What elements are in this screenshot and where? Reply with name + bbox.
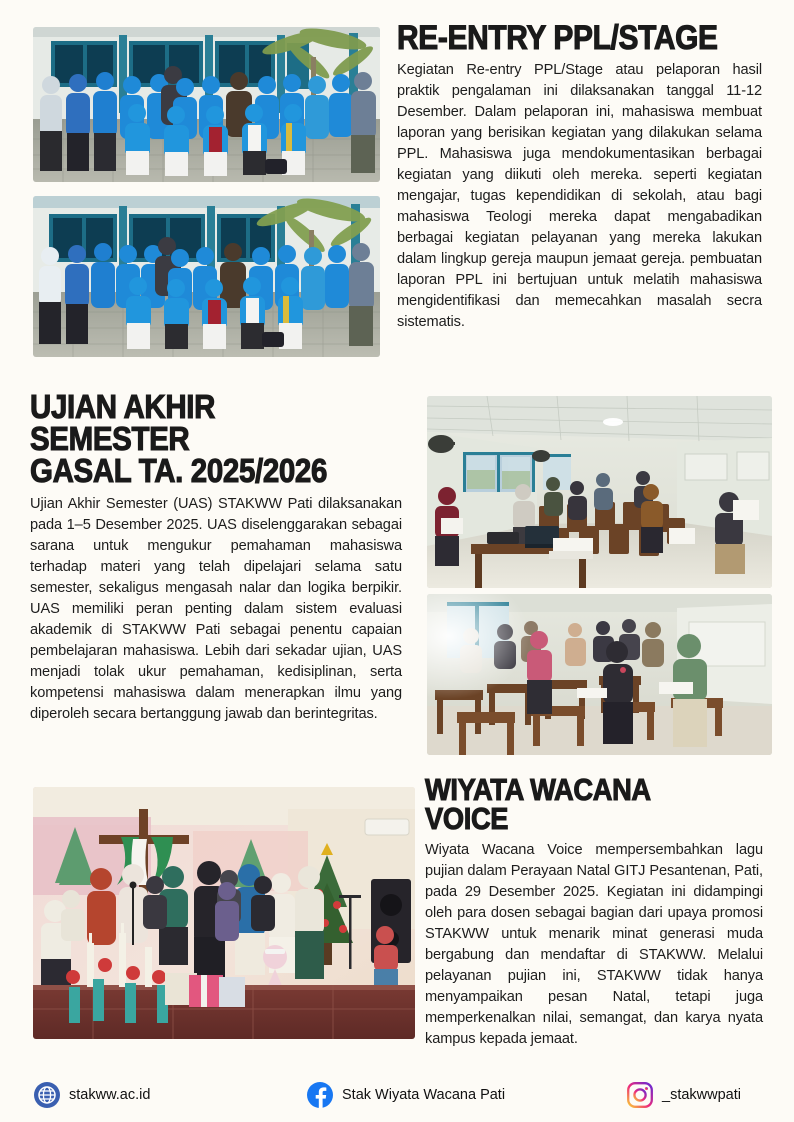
group-photo-students-outdoor-1 [33, 27, 380, 182]
group-photo-students-outdoor-2 [33, 196, 380, 357]
footer-facebook-label: Stak Wiyata Wacana Pati [342, 1087, 506, 1103]
section-uas-title-line2: GASAL TA. 2025/2026 [30, 452, 327, 490]
section-uas-body: Ujian Akhir Semester (UAS) STAKWW Pati dilaksanakan pada 1–5 Desember 2025. UAS diselenggarakan sebagai sarana untuk mengukur pemahaman mahasiswa terhadap materi yang telah dipelajari selama satu semester, sekaligus mengasah nalar dan logika berpikir. UAS memiliki peran penting dalam sistem evaluasi akademik di STAKWW Pati sebagai penentu capaian pembelajaran mahasiswa. Lebih dari sekadar ujian, UAS menjadi tolak ukur pemahaman, kedisiplinan, serta kompetensi mahasiswa dalam menerapkan ilmu yang diperoleh secara bertanggung jawab dan berintegritas. [30, 496, 402, 723]
footer-website-label: stakww.ac.id [69, 1087, 151, 1103]
section-re-entry-body: Kegiatan Re-entry PPL/Stage atau pelaporan hasil praktik pengalaman ini dilaksanakan tanggal 11-12 Desember. Dalam pelaporan ini, mahasiswa membuat laporan yang berisikan kegiatan yang dilakukan selama PPL. Mahasiswa juga mendokumentasikan berbagai kegiatan yang diikuti oleh mereka. seperti kegiatan mengajar, tugas kependidikan di sekolah, atau bagi mahasiswa Teologi mereka dapat mengabadikan berbagai kegiatan pelayanan yang mereka lakukan dalam lingkup gereja maupun jemaat gereja. pembuatan laporan PPL ini bertujuan untuk melatih mahasiswa mengidentifikasi dan memecahkan masalah secra sistematis. [397, 62, 762, 331]
instagram-icon [627, 1082, 653, 1108]
classroom-exam-wide [427, 396, 772, 588]
section-uas-title [30, 389, 357, 490]
globe-icon [34, 1082, 60, 1108]
section-re-entry-text [397, 19, 762, 333]
section-wiyata-wacana-voice-body: Wiyata Wacana Voice mempersembahkan lagu pujian dalam Perayaan Natal GITJ Pesantenan, Pati, pada 29 Desember 2025. Kegiatan ini didampingi oleh para dosen sebagai bagian dari upaya promosi STAKWW untuk menarik minat generasi muda bergabung dan mendaftar di STAKWW. Melalui pelayanan pujian ini, STAKWW tidak hanya menyampaikan pesan Natal, tetapi juga memperkenalkan nilai, semangat, dan karya nyata kampus kepada jemaat. [425, 841, 763, 1047]
section-uas-text [30, 389, 402, 725]
footer-instagram[interactable] [627, 1082, 741, 1108]
christmas-choir-on-stage [33, 787, 415, 1039]
classroom-exam-students-writing [427, 594, 772, 755]
footer-facebook[interactable] [307, 1082, 505, 1108]
footer [0, 1068, 794, 1122]
facebook-icon [307, 1082, 333, 1108]
section-wiyata-wacana-voice-title: WIYATA WACANA VOICE [425, 772, 650, 837]
section-re-entry-title: RE-ENTRY PPL/STAGE [397, 19, 718, 57]
section-wiyata-wacana-voice-text [425, 772, 763, 1050]
section-uas-title-line1: UJIAN AKHIR SEMESTER [30, 389, 216, 458]
footer-website[interactable] [34, 1082, 150, 1108]
footer-instagram-label: _stakwwpati [662, 1087, 741, 1103]
